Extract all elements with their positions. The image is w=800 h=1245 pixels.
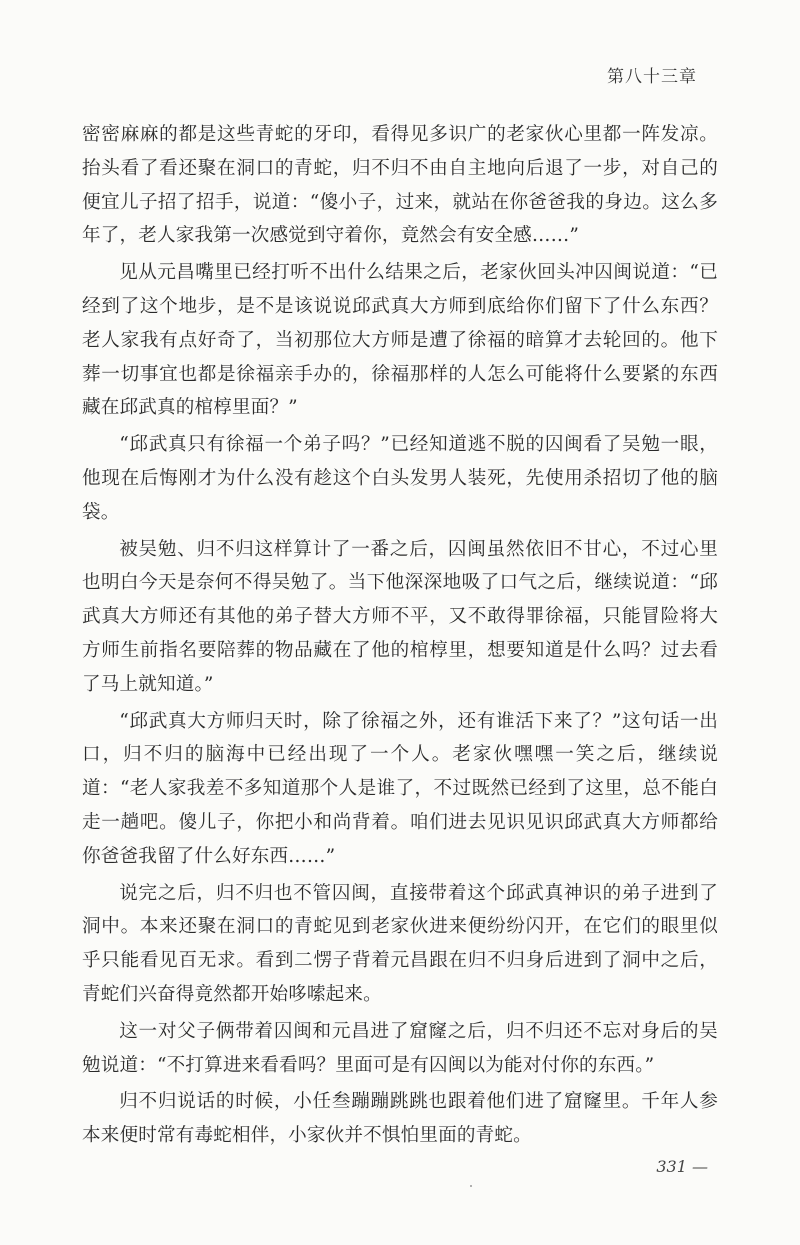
body-text bbox=[82, 118, 718, 1153]
page-number: 331 — bbox=[656, 1157, 708, 1176]
paragraph-4: 被吴勉、归不归这样算计了一番之后，囚闽虽然依旧不甘心，不过心里也明白今天是奈何不得吴勉了。当下他深深地吸了口气之后，继续说道：“邱武真大方师还有其他的弟子替大方师不平，又不敢得罪徐福，只能冒险将大方师生前指名要陪葬的物品藏在了他的棺椁里，想要知道是什么吗？过去看了马上就知道。” bbox=[82, 538, 718, 695]
chapter-header: 第八十三章 bbox=[607, 67, 697, 87]
paragraph-1: 密密麻麻的都是这些青蛇的牙印，看得见多识广的老家伙心里都一阵发凉。抬头看了看还聚在洞口的青蛇，归不归不由自主地向后退了一步，对自己的便宜儿子招了招手，说道：“傻小子，过来，就站在你爸爸我的身边。这么多年了，老人家我第一次感觉到守着你，竟然会有安全感……” bbox=[82, 124, 718, 247]
paragraph-7: 这一对父子俩带着囚闽和元昌进了窟窿之后，归不归还不忘对身后的吴勉说道：“不打算进来看看吗？里面可是有囚闽以为能对付你的东西。” bbox=[82, 1020, 718, 1076]
paragraph-8: 归不归说话的时候，小任叁蹦蹦跳跳也跟着他们进了窟窿里。千年人参本来便时常有毒蛇相伴，小家伙并不惧怕里面的青蛇。 bbox=[82, 1091, 718, 1147]
paragraph-2: 见从元昌嘴里已经打听不出什么结果之后，老家伙回头冲囚闽说道：“已经到了这个地步，是不是该说说邱武真大方师到底给你们留下了什么东西？老人家我有点好奇了，当初那位大方师是遭了徐福的暗算才去轮回的。他下葬一切事宜也都是徐福亲手办的，徐福那样的人怎么可能将什么要紧的东西藏在邱武真的棺椁里面？” bbox=[82, 262, 718, 419]
paragraph-3: “邱武真只有徐福一个弟子吗？”已经知道逃不脱的囚闽看了吴勉一眼，他现在后悔刚才为什么没有趁这个白头发男人装死，先使用杀招切了他的脑袋。 bbox=[82, 434, 718, 523]
print-speck bbox=[470, 1185, 472, 1187]
paragraph-5: “邱武真大方师归天时，除了徐福之外，还有谁活下来了？”这句话一出口，归不归的脑海中已经出现了一个人。老家伙嘿嘿一笑之后，继续说道：“老人家我差不多知道那个人是谁了，不过既然已经到了这里，总不能白走一趟吧。傻儿子，你把小和尚背着。咱们进去见识见识邱武真大方师都给你爸爸我留了什么好东西……” bbox=[82, 710, 718, 867]
paragraph-6: 说完之后，归不归也不管囚闽，直接带着这个邱武真神识的弟子进到了洞中。本来还聚在洞口的青蛇见到老家伙进来便纷纷闪开，在它们的眼里似乎只能看见百无求。看到二愣子背着元昌跟在归不归身后进到了洞中之后，青蛇们兴奋得竟然都开始哆嗦起来。 bbox=[82, 882, 718, 1005]
